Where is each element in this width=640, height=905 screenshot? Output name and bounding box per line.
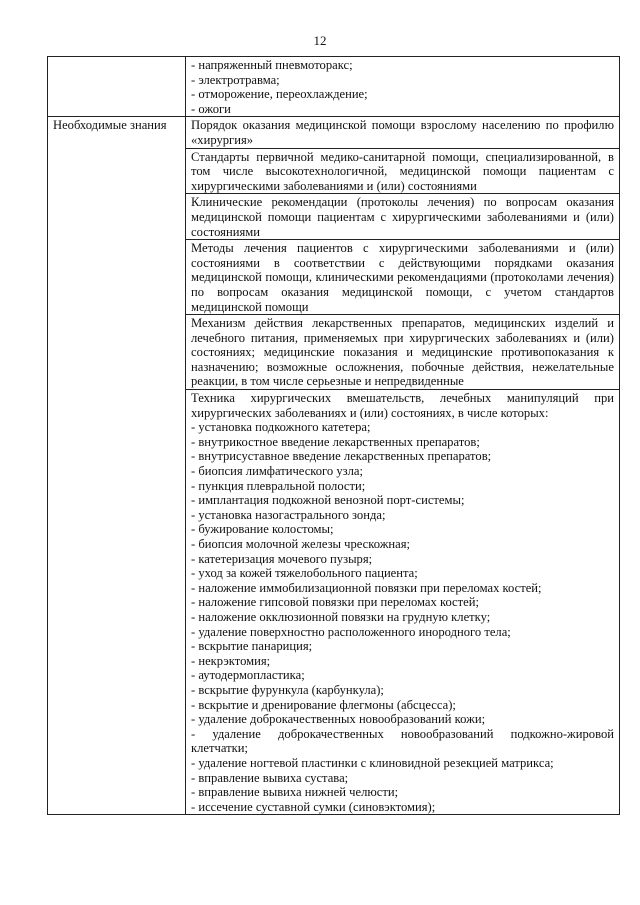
technique-list-item: - уход за кожей тяжелобольного пациента; [191,566,418,581]
technique-list-item: - имплантация подкожной венозной порт-системы; [191,493,465,508]
technique-list-item: - удаление доброкачественных новообразований подкожно-жировой клетчатки; [191,726,614,756]
technique-list-item: - наложение окклюзионной повязки на грудную клетку; [191,609,491,624]
technique-list-item: - внутрисуставное введение лекарственных препаратов; [191,449,492,464]
technique-list-item: - некрэктомия; [191,653,271,668]
technique-list [191,420,614,814]
technique-intro: Техника хирургических вмешательств, лечебных манипуляций при хирургических заболеваниях и (или) состояниях, в числе которых: [191,391,614,420]
table-row [48,117,620,148]
knowledge-label: Необходимые знания [48,117,186,815]
technique-list-item: - вправление вывиха нижней челюсти; [191,785,399,800]
technique-list-item: - удаление поверхностно расположенного инородного тела; [191,624,511,639]
technique-list-item: - биопсия молочной железы чрескожная; [191,537,411,551]
technique-list-item: - катетеризация мочевого пузыря; [191,551,373,566]
knowledge-item: Стандарты первичной медико-санитарной помощи, специализированной, в том числе высокотехнологичной, медицинской помощи пациентам с хирургическими заболеваниями и (или) состояниями [186,148,620,194]
technique-list-item: - вскрытие панариция; [191,639,313,654]
technique-list-item: - установка назогастрального зонда; [191,507,386,522]
list-item: - электротравма; [191,72,280,87]
knowledge-item: Клинические рекомендации (протоколы лечения) по вопросам оказания медицинской помощи пациентам с хирургическими заболеваниями и (или) состояниями [186,194,620,240]
technique-list-item: - установка подкожного катетера; [191,420,371,435]
technique-list-item: - удаление ногтевой пластинки с клиновидной резекцией матрикса; [191,755,554,770]
list-item: - отморожение, переохлаждение; [191,87,368,102]
technique-list-item: - вскрытие и дренирование флегмоны (абсцесса); [191,697,456,712]
technique-cell [186,390,620,815]
competency-table [47,56,620,815]
technique-list-item: - пункция плевральной полости; [191,478,366,493]
emergency-list [186,57,620,117]
table-row [48,57,620,117]
technique-list-item: - аутодермопластика; [191,668,305,683]
technique-list-item: - вскрытие фурункула (карбункула); [191,682,384,697]
technique-list-item: - удаление доброкачественных новообразований кожи; [191,712,486,727]
knowledge-item: Методы лечения пациентов с хирургическими заболеваниями и (или) состояниями в соответствии с действующими порядками оказания медицинской помощи, клиническими рекомендациями (протоколами лечения) по вопросам оказания медицинской помощи, с учетом стандартов медицинской помощи [186,240,620,315]
technique-list-item: - внутрикостное введение лекарственных препаратов; [191,434,480,449]
list-item: - напряженный пневмоторакс; [191,58,353,72]
technique-list-item: - вправление вывиха сустава; [191,770,349,785]
technique-list-item: - наложение гипсовой повязки при переломах костей; [191,595,479,610]
technique-list-item: - биопсия лимфатического узла; [191,464,364,479]
technique-list-item: - бужирование колостомы; [191,522,334,537]
row-label [48,57,186,117]
page-number: 12 [313,33,327,48]
list-item: - ожоги [191,101,231,116]
knowledge-item: Механизм действия лекарственных препаратов, медицинских изделий и лечебного питания, применяемых при хирургических заболеваниях и (или) состояниях; медицинские показания и медицинские противопоказания к назначению; возможные осложнения, побочные действия, нежелательные реакции, в том числе серьезные и непредвиденные [186,315,620,390]
technique-list-item: - наложение иммобилизационной повязки при переломах костей; [191,580,542,595]
technique-list-item: - иссечение суставной сумки (синовэктомия); [191,799,436,814]
knowledge-item: Порядок оказания медицинской помощи взрослому населению по профилю «хирургия» [186,117,620,148]
